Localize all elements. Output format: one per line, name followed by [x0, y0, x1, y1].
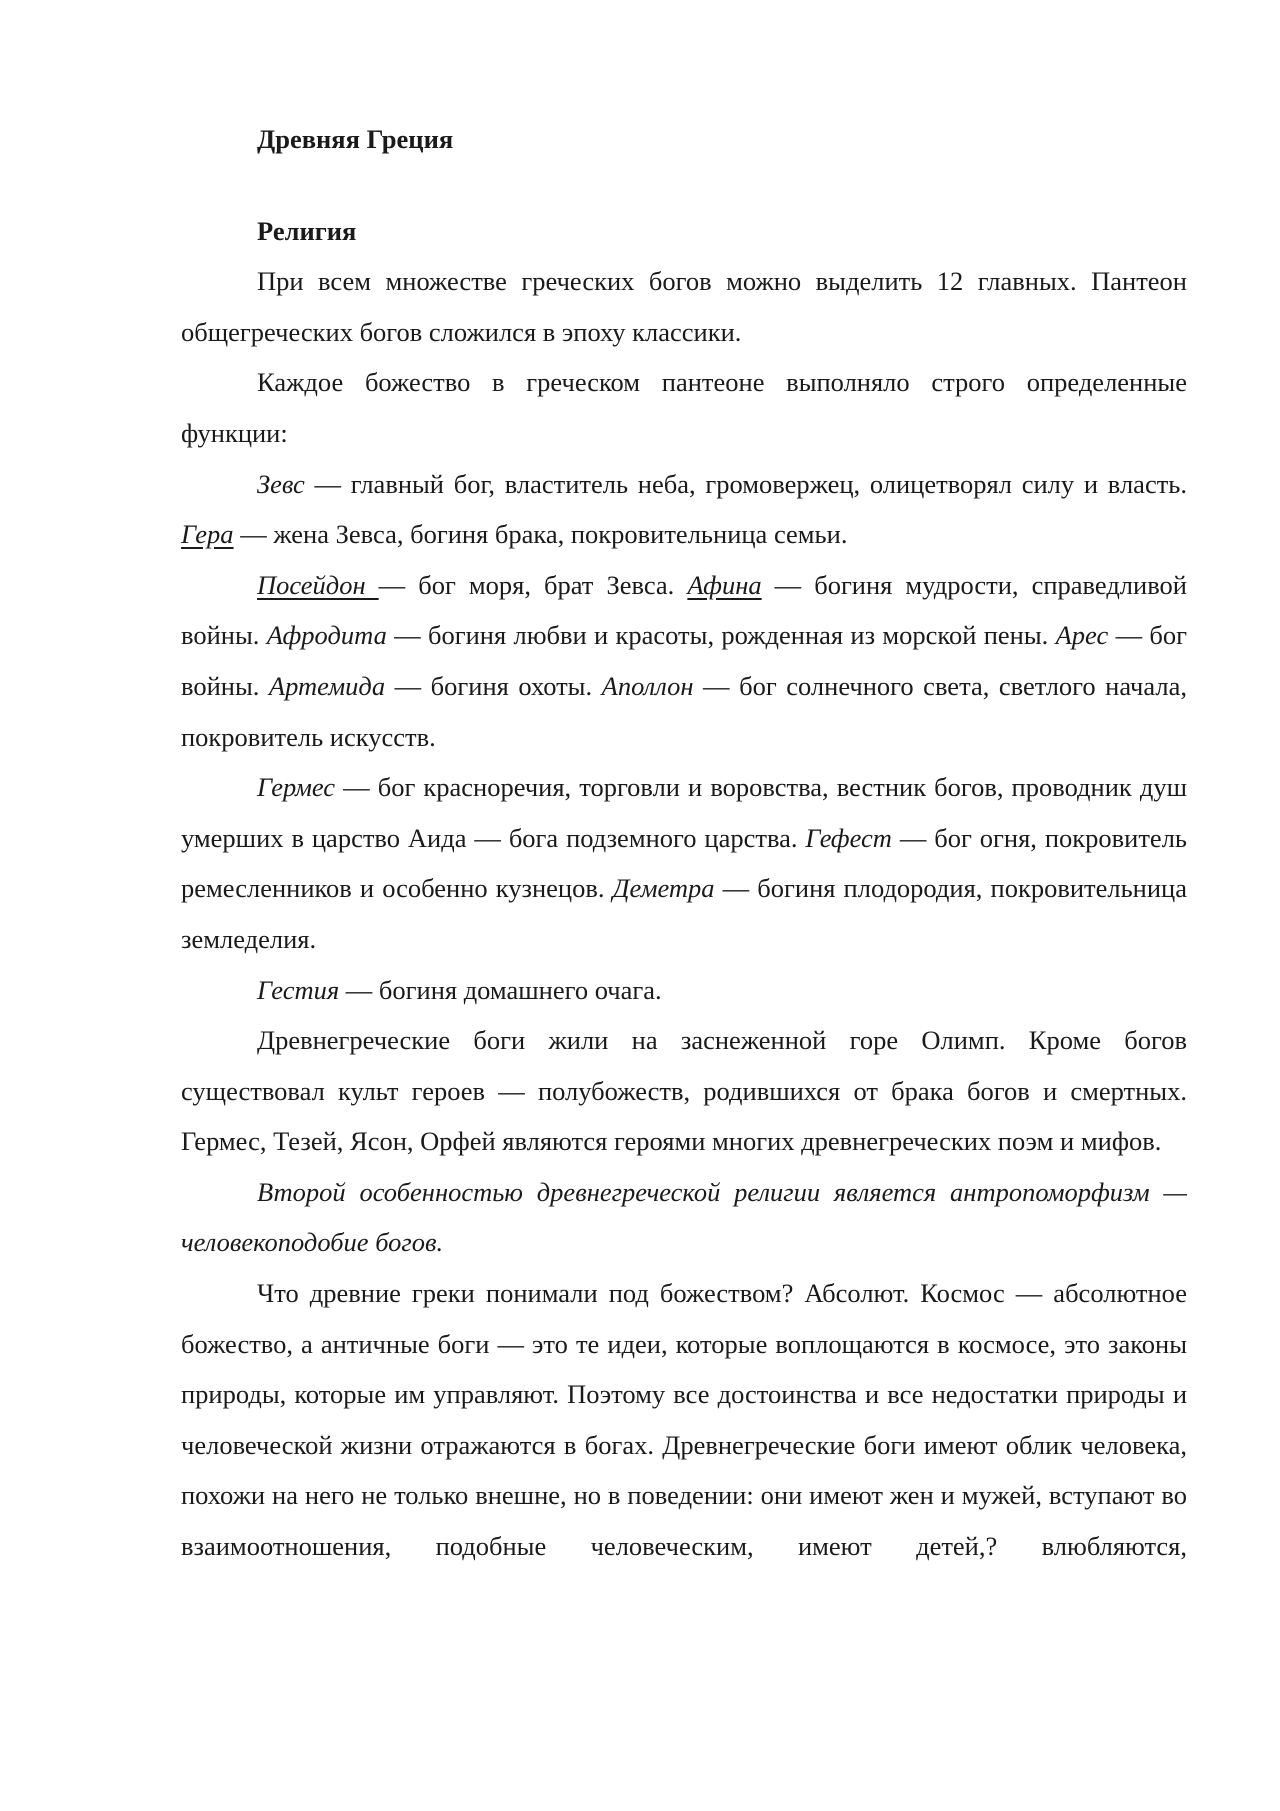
paragraph-2: Каждое божество в греческом пантеоне выполняло строго определенные функции:: [181, 367, 1187, 448]
term-hera: Гера: [181, 519, 234, 550]
term-poseidon: Посейдон: [257, 569, 379, 600]
term-ares: Арес: [1055, 620, 1109, 651]
paragraph-5: Гермес — бог красноречия, торговли и воровства, вестник богов, проводник душ умерших в царство Аида — бога подземного царства. Гефест — бог огня, покровитель ремесленников и особенно кузнецов. Деметра — богиня плодородия, покровительница земледелия.: [181, 772, 1187, 954]
term-demeter: Деметра: [612, 873, 715, 904]
paragraph-9: Что древние греки понимали под божеством? Абсолют. Космос — абсолютное божество, а античные боги — это те идеи, которые воплощаются в космосе, это законы природы, которые им управляют. Поэтому все достоинства и все недостатки природы и человеческой жизни отражаются в богах. Древнегреческие боги имеют облик человека, похожи на него не только внешне, но в поведении: они имеют жен и мужей, вступают во взаимоотношения, подобные человеческим, имеют детей,? влюбляются,: [181, 1278, 1187, 1562]
term-aphrodite: Афродита: [266, 620, 387, 651]
section-heading: Религия: [257, 215, 357, 246]
document-title: Древняя Греция: [257, 124, 454, 154]
term-hermes: Гермес: [257, 772, 336, 803]
paragraph-8: Второй особенностью древнегреческой религии является антропоморфизм — человекоподобие богов.: [181, 1176, 1187, 1258]
term-artemis: Артемида: [268, 670, 386, 701]
term-hephaestus: Гефест: [805, 822, 892, 853]
term-apollo: Аполлон: [601, 670, 694, 701]
term-zeus: Зевс: [257, 468, 305, 499]
paragraph-4: Посейдон — бог моря, брат Зевса. Афина — богиня мудрости, справедливой войны. Афродита — богиня любви и красоты, рожденная из морской пены. Арес — бог войны. Артемида — богиня охоты. Аполлон — бог солнечного света, светлого начала, покровитель искусств.: [181, 569, 1187, 752]
paragraph-3: Зевс — главный бог, властитель неба, громовержец, олицетворял силу и власть. Гера — жена Зевса, богиня брака, покровительница семьи.: [181, 468, 1187, 550]
paragraph-1: При всем множестве греческих богов можно выделить 12 главных. Пантеон общегреческих богов сложился в эпоху классики.: [181, 266, 1187, 347]
term-hestia: Гестия: [257, 974, 340, 1005]
document-page: [181, 0, 1187, 1572]
paragraph-6: Гестия — богиня домашнего очага.: [257, 974, 662, 1005]
paragraph-7: Древнегреческие боги жили на заснеженной горе Олимп. Кроме богов существовал культ героев — полубожеств, родившихся от брака богов и смертных. Гермес, Тезей, Ясон, Орфей являются героями многих древнегреческих поэм и мифов.: [181, 1025, 1187, 1157]
term-athena: Афина: [687, 569, 762, 600]
